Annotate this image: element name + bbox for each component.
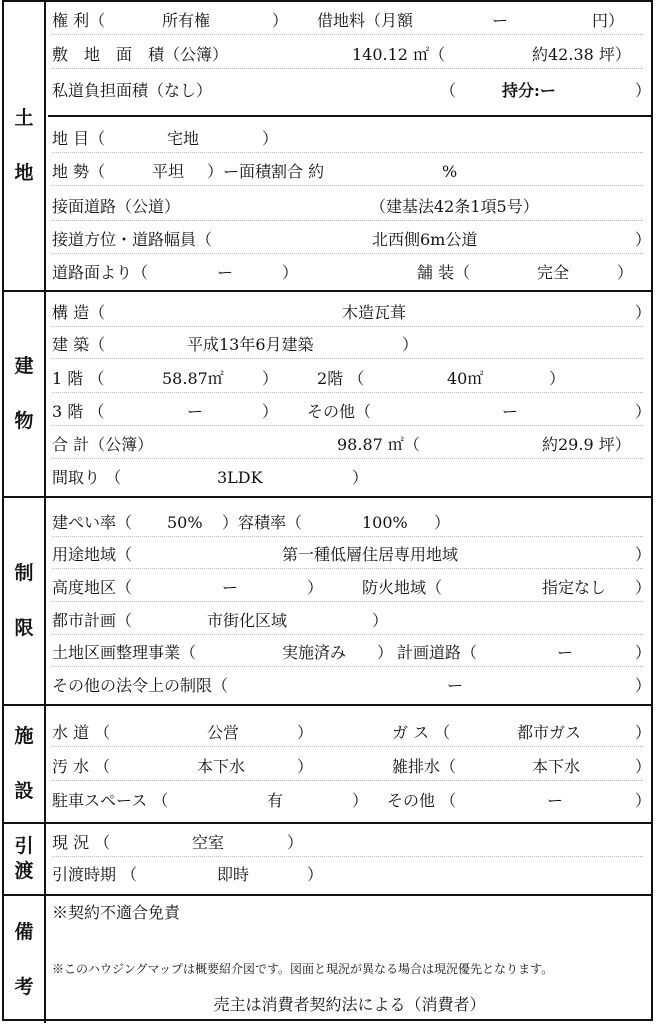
floor-1-close: ） (262, 369, 279, 388)
drain-close: ） (635, 757, 652, 776)
sewage-value: 本下水 (197, 757, 246, 776)
handover-label (4, 824, 46, 894)
zoning-value: 第一種低層住居専用地域 (282, 545, 459, 564)
terrain-ratio-label: ）ー面積割合 約 (207, 162, 325, 181)
handover-timing-row (52, 862, 643, 888)
facilities-label-char-1: 施 (14, 725, 34, 747)
parking-value: 有 (267, 791, 284, 810)
road-direction-row (52, 227, 652, 254)
road-level-value: ー (217, 263, 234, 282)
layout-value: 3LDK (217, 468, 263, 487)
terrain-row (52, 159, 643, 186)
building-content (48, 292, 651, 496)
remarks-content (48, 896, 651, 1023)
urban-plan-close: ） (372, 611, 389, 630)
land-label (4, 2, 46, 290)
urban-plan-value: 市街化区域 (207, 611, 288, 630)
land-label-char-1: 土 (14, 107, 34, 129)
terrain-ratio-unit: % (442, 162, 458, 181)
terrain-value: 平坦 (152, 162, 185, 181)
handover-content (48, 824, 651, 894)
land-content (48, 2, 651, 290)
land-category-label: 地 目（ (52, 129, 106, 148)
floor-3-label: 3 階 （ (52, 402, 105, 421)
floor-3-value: ー (187, 402, 204, 421)
layout-close: ） (352, 468, 369, 487)
gas-label: ガ ス （ (392, 723, 451, 742)
building-label-char-1: 建 (14, 355, 34, 377)
housing-map-note: ※このハウジングマップは概要紹介図です。図面と現況が異なる場合は現況優先となります。 (52, 962, 554, 976)
parking-row (52, 788, 652, 814)
rights-close: ） (272, 11, 289, 30)
handover-label-char-1: 引 (14, 835, 34, 857)
handover-timing-close: ） (307, 865, 324, 884)
facilities-label (4, 706, 46, 822)
parking-close: ） (352, 791, 369, 810)
frontage-road-label: 接面道路（公道） (52, 197, 181, 216)
coverage-value: 50% (167, 513, 203, 532)
restrictions-label-char-2: 限 (14, 617, 34, 639)
private-road-open: （ (440, 81, 457, 100)
road-level-label: 道路面より（ (52, 263, 149, 282)
other-law-row (52, 673, 652, 699)
floor-2-close: ） (549, 369, 566, 388)
zoning-row (52, 542, 652, 569)
floor-1-label: 1 階 （ (52, 369, 105, 388)
floor-2-value: 40㎡ (447, 369, 484, 388)
site-area-value: 140.12 ㎡（ (352, 45, 446, 64)
height-district-row (52, 575, 652, 602)
sewage-row (52, 754, 652, 781)
facility-other-close: ） (635, 791, 652, 810)
gas-value: 都市ガス (517, 723, 582, 742)
water-close: ） (297, 723, 314, 742)
paving-close: ） (617, 263, 634, 282)
remarks-label-char-2: 考 (14, 975, 34, 998)
layout-label: 間取り （ (52, 468, 122, 487)
built-value: 平成13年6月建築 (187, 335, 314, 354)
structure-close: ） (635, 303, 652, 322)
total-area-row (52, 432, 643, 459)
fire-district-value: 指定なし (542, 578, 607, 597)
lease-fee-unit: 円） (592, 11, 625, 30)
current-status-label: 現 況 （ (52, 833, 111, 852)
rights-label: 権 利（ (52, 11, 106, 30)
facilities-section (4, 706, 651, 824)
disclaimer-row (52, 900, 643, 926)
restrictions-label (4, 498, 46, 704)
coverage-label: 建ぺい率（ (52, 513, 133, 532)
property-info-sheet (2, 0, 653, 1021)
frontage-road-value: （建基法42条1項5号） (370, 197, 539, 216)
rights-value: 所有権 (162, 11, 211, 30)
paving-label: 舗 装（ (417, 263, 471, 282)
built-label: 建 築（ (52, 335, 106, 354)
remarks-label-char-1: 備 (14, 920, 34, 943)
handover-section (4, 824, 651, 896)
facilities-label-char-2: 設 (14, 780, 34, 802)
land-readjustment-value: 実施済み (282, 643, 347, 662)
sewage-label: 汚 水 （ (52, 757, 111, 776)
far-value: 100% (362, 513, 408, 532)
private-road-row (52, 78, 652, 104)
other-law-close: ） (635, 676, 652, 695)
floor-3-row (52, 399, 652, 426)
total-area-label: 合 計（公簿） (52, 435, 154, 454)
structure-label: 構 造（ (52, 303, 106, 322)
floor-3-close: ） (262, 402, 279, 421)
land-section (4, 2, 651, 292)
building-label-char-2: 物 (14, 410, 34, 432)
coverage-row (52, 510, 643, 537)
private-road-close: ） (635, 81, 652, 100)
other-floor-label: その他（ (307, 402, 372, 421)
land-category-value: 宅地 (167, 129, 200, 148)
road-direction-value: 北西側6m公道 (372, 230, 478, 249)
facilities-content (48, 706, 651, 822)
seller-note: 売主は消費者契約法による（消費者） (213, 995, 486, 1014)
restrictions-label-char-1: 制 (14, 562, 34, 584)
land-category-close: ） (262, 129, 279, 148)
zoning-close: ） (635, 545, 652, 564)
restrictions-section (4, 498, 651, 706)
private-road-share: 持分:ー (502, 81, 556, 100)
drain-label: 雑排水（ (392, 757, 457, 776)
current-status-row (52, 830, 643, 857)
site-area-row (52, 42, 643, 69)
facility-other-label: その他 （ (387, 791, 457, 810)
far-label: ）容積率（ (222, 513, 303, 532)
remarks-section (4, 896, 651, 1023)
lease-fee-value: ー (492, 11, 509, 30)
land-category-row (52, 126, 643, 153)
other-law-value: ー (447, 676, 464, 695)
total-area-tsubo: 約29.9 坪） (542, 435, 631, 454)
height-district-label: 高度地区（ (52, 578, 133, 597)
site-area-label: 敷 地 面 積（公簿） (52, 45, 229, 64)
road-level-row (52, 260, 643, 286)
water-row (52, 720, 652, 747)
road-level-close: ） (282, 263, 299, 282)
water-value: 公営 (207, 723, 240, 742)
urban-plan-label: 都市計画（ (52, 611, 133, 630)
land-readjustment-label: 土地区画整理事業（ (52, 643, 197, 662)
total-area-value: 98.87 ㎡（ (337, 435, 420, 454)
land-subdivider (48, 115, 651, 117)
site-area-tsubo: 約42.38 坪） (532, 45, 631, 64)
fire-district-label: 防火地域（ (362, 578, 443, 597)
current-status-close: ） (287, 833, 304, 852)
built-close: ） (402, 335, 419, 354)
fire-district-close: ） (635, 578, 652, 597)
paving-value: 完全 (537, 263, 570, 282)
urban-plan-row (52, 608, 643, 635)
sewage-close: ） (297, 757, 314, 776)
structure-value: 木造瓦葺 (342, 303, 407, 322)
floor-1-2-row (52, 366, 643, 393)
far-close: ） (434, 513, 451, 532)
private-road-label: 私道負担面積（なし） (52, 81, 213, 100)
terrain-label: 地 勢（ (52, 162, 106, 181)
handover-timing-label: 引渡時期 （ (52, 865, 138, 884)
disclaimer-text: ※契約不適合免責 (52, 903, 181, 922)
parking-label: 駐車スペース （ (52, 791, 169, 810)
current-status-value: 空室 (192, 833, 225, 852)
zoning-label: 用途地域（ (52, 545, 133, 564)
drain-value: 本下水 (532, 757, 581, 776)
planned-road-close: ） (635, 643, 652, 662)
road-direction-label: 接道方位・道路幅員（ (52, 230, 213, 249)
gas-close: ） (635, 723, 652, 742)
floor-1-value: 58.87㎡ (162, 369, 224, 388)
height-district-close: ） (307, 578, 324, 597)
water-label: 水 道 （ (52, 723, 111, 742)
handover-label-char-2: 渡 (14, 860, 34, 882)
frontage-road-row (52, 194, 643, 221)
building-section (4, 292, 651, 498)
other-floor-value: ー (502, 402, 519, 421)
lease-fee-label: 借地料（月額 (317, 11, 414, 30)
built-row (52, 332, 643, 359)
building-label (4, 292, 46, 496)
facility-other-value: ー (547, 791, 564, 810)
remarks-label (4, 896, 46, 1023)
land-label-char-2: 地 (14, 162, 34, 184)
layout-row (52, 465, 643, 491)
structure-row (52, 300, 652, 327)
road-direction-close: ） (635, 230, 652, 249)
land-readjustment-row (52, 640, 652, 667)
floor-2-label: 2階 （ (317, 369, 365, 388)
rights-row (52, 8, 643, 35)
planned-road-label: 計画道路（ (397, 643, 478, 662)
land-readjustment-close: ） (377, 643, 394, 662)
other-floor-close: ） (635, 402, 652, 421)
other-law-label: その他の法令上の制限（ (52, 676, 229, 695)
restrictions-content (48, 498, 651, 704)
planned-road-value: ー (557, 643, 574, 662)
height-district-value: ー (222, 578, 239, 597)
handover-timing-value: 即時 (217, 865, 250, 884)
